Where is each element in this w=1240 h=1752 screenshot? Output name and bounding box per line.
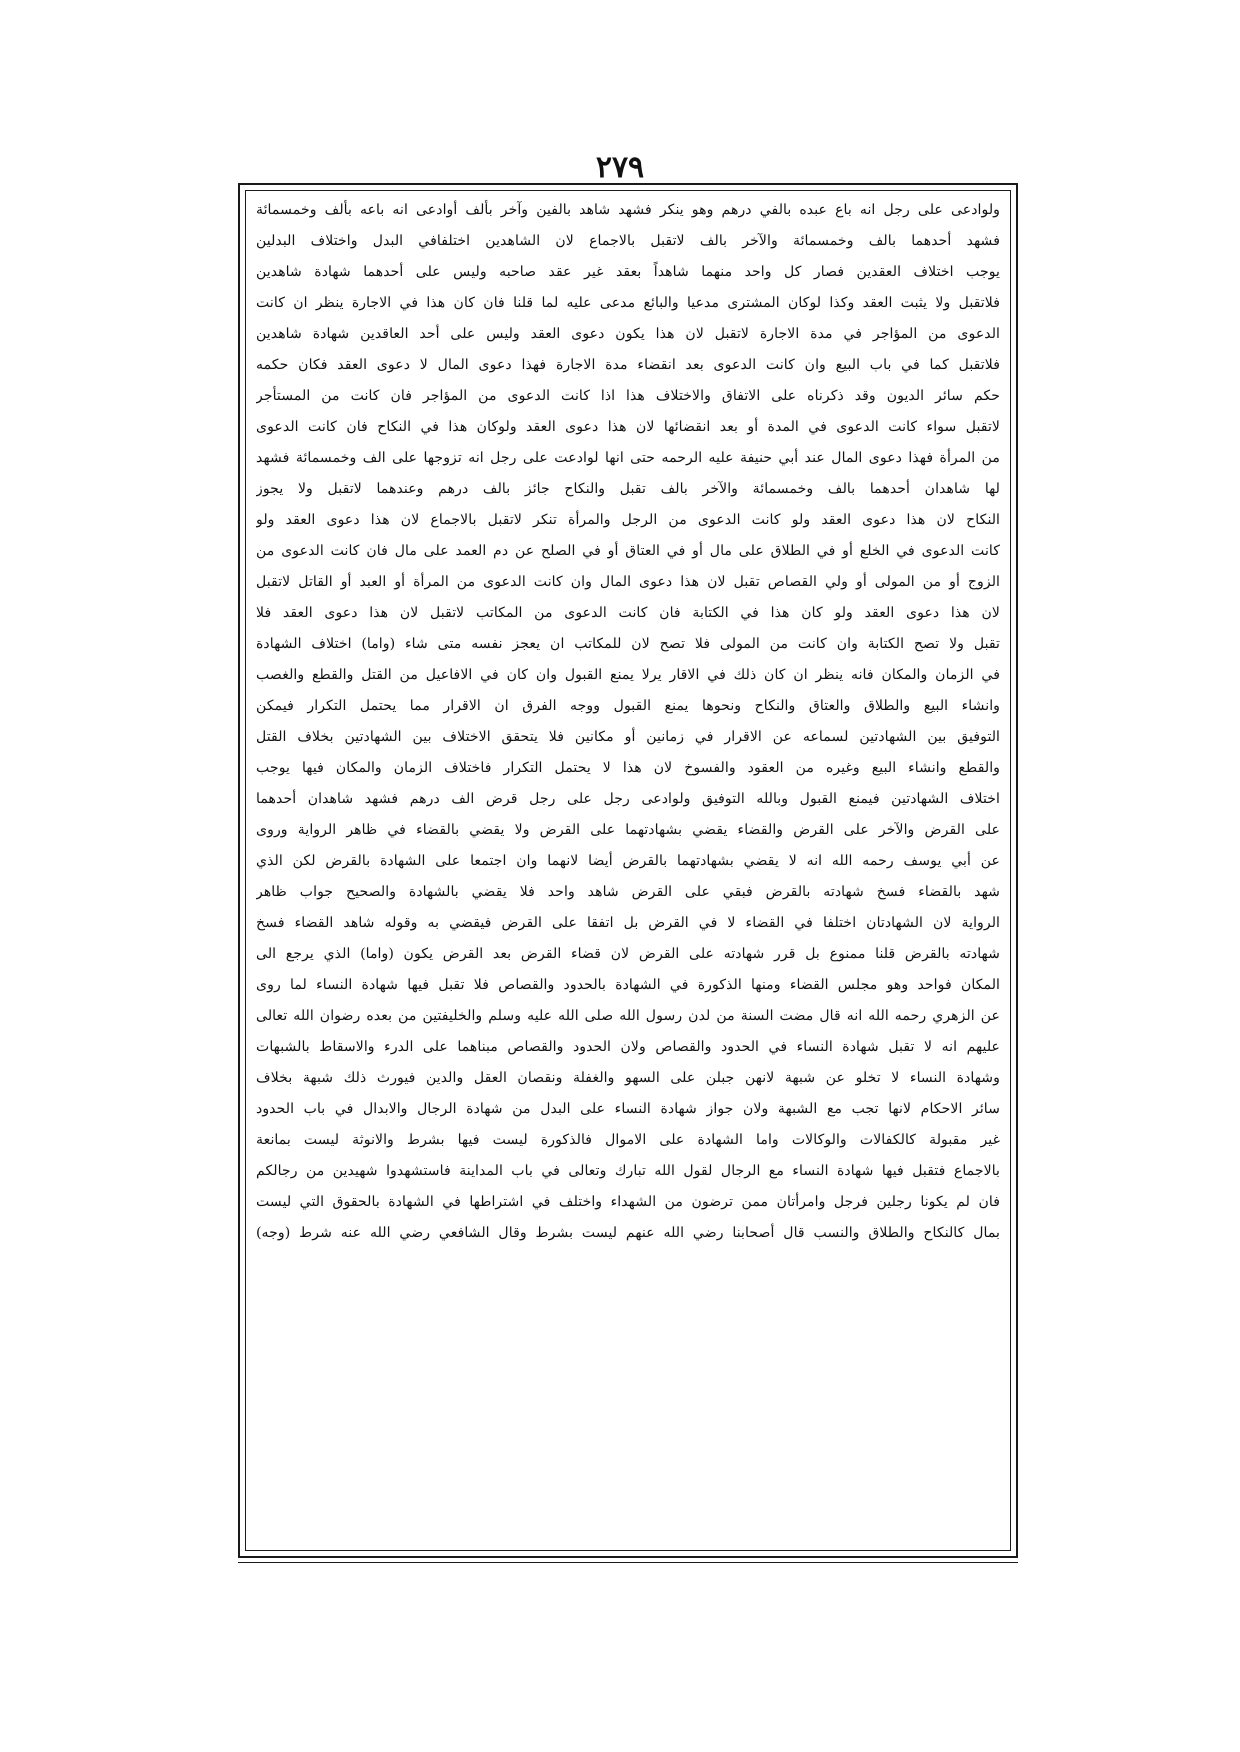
text-line: بمال كالنكاح والطلاق والنسب قال أصحابنا رضي الله عنهم ليست بشرط وقال الشافعي رضي الله عنه شرط (وجه): [256, 1225, 1000, 1241]
text-line: عن أبي يوسف رحمه الله انه لا يقضي بشهادتهما بالقرض أيضا لانهما وان اجتمعا على الشهادة بالقرض لكن الذي: [256, 853, 1000, 869]
text-line: الدعوى من المؤاجر في مدة الاجارة لاتقبل لان هذا يكون دعوى العقد وليس على أحد العاقدين شهادة شاهدين: [256, 326, 1000, 342]
text-line: فشهد أحدهما بالف وخمسمائة والآخر بالف لاتقبل بالاجماع لان الشاهدين اختلفافي البدل واختلاف البدلين: [256, 233, 1000, 249]
text-line: والقطع وانشاء البيع وغيره من العقود والفسوخ لان هذا لا يحتمل التكرار فاختلاف الزمان والمكان فيها يوجب: [256, 760, 1000, 776]
text-frame: [238, 183, 1018, 1558]
text-line: على القرض والآخر على القرض والقضاء يقضي بشهادتهما على القرض ولا يقضي بالقضاء في ظاهر الرواية وروى: [256, 822, 1000, 838]
text-line: غير مقبولة كالكفالات والوكالات واما الشهادة على الاموال فالذكورة ليست فيها بشرط والانوثة ليست بمانعة: [256, 1132, 1000, 1148]
text-line: اختلاف الشهادتين فيمنع القبول وبالله التوفيق ولوادعى رجل على رجل قرض الف درهم فشهد شاهدان أحدهما: [256, 791, 1000, 807]
text-line: يوجب اختلاف العقدين فصار كل واحد منهما شاهداً بعقد غير عقد صاحبه وليس على أحدهما شهادة شاهدين: [256, 264, 1000, 280]
text-line: من المرأة فهذا دعوى المال عند أبي حنيفة عليه الرحمه حتى انها لوادعت على رجل انه تزوجها على الف وخمسمائة فشهد: [256, 450, 1000, 466]
text-line: فلاتقبل كما في باب البيع وان كانت الدعوى بعد انقضاء مدة الاجارة فهذا دعوى المال لا دعوى العقد فكان حكمه: [256, 357, 1000, 373]
text-line: التوفيق بين الشهادتين لسماعه عن الاقرار في زمانين أو مكانين فلا يتحقق الاختلاف بين الشهادتين بخلاف القتل: [256, 729, 1000, 745]
text-line: النكاح لان هذا دعوى العقد ولو كانت الدعوى من الرجل والمرأة تنكر لاتقبل بالاجماع لان هذا دعوى العقد ولو: [256, 512, 1000, 528]
text-line: في الزمان والمكان فانه ينظر ان كان ذلك في الاقار يرلا يمنع القبول وان كان في الافاعيل من القتل والقطع والغصب: [256, 667, 1000, 683]
bottom-rule: [238, 1562, 1018, 1563]
text-line: الرواية لان الشهادتان اختلفا في القضاء لا في القرض بل اتفقا على القرض فيقضي به وقوله شاهد القضاء فسخ: [256, 915, 1000, 931]
text-line: حكم سائر الديون وقد ذكرناه على الاتفاق والاختلاف هذا اذا كانت الدعوى من المؤاجر فان كانت من المستأجر: [256, 388, 1000, 404]
text-body: [256, 195, 1000, 1546]
text-line: كانت الدعوى في الخلع أو في الطلاق على مال أو في العتاق أو في الصلح عن دم العمد على مال فان كانت الدعوى من: [256, 543, 1000, 559]
text-line: وانشاء البيع والطلاق والعتاق والنكاح ونحوها يمنع القبول ووجه الفرق ان الاقرار مما يحتمل التكرار فيمكن: [256, 698, 1000, 714]
text-line: شهادته بالقرض قلنا ممنوع بل قرر شهادته على القرض لان قضاء القرض بعد القرض يكون (واما) الذي يرجع الى: [256, 946, 1000, 962]
text-line: وشهادة النساء لا تخلو عن شبهة لانهن جبلن على السهو والغفلة ونقصان العقل والدين فيورث ذلك شبهة بخلاف: [256, 1070, 1000, 1086]
text-line: شهد بالقضاء فسخ شهادته بالقرض فبقي على القرض شاهد واحد فلا يقضي بالشهادة والصحيح جواب ظاهر: [256, 884, 1000, 900]
text-line: المكان فواحد وهو مجلس القضاء ومنها الذكورة في الشهادة بالحدود والقصاص فلا تقبل فيها شهادة النساء لما روى: [256, 977, 1000, 993]
text-line: لها شاهدان أحدهما بالف وخمسمائة والآخر بالف تقبل والنكاح جائز بالف درهم وعندهما لاتقبل ولا يجوز: [256, 481, 1000, 497]
text-line: فان لم يكونا رجلين فرجل وامرأتان ممن ترضون من الشهداء واختلف في اشتراطها في الشهادة بالحقوق التي ليست: [256, 1194, 1000, 1210]
text-line: ولوادعى على رجل انه باع عبده بالفي درهم وهو ينكر فشهد شاهد بالفين وآخر بألف أوادعى انه باعه بألف وخمسمائة: [256, 202, 1000, 218]
text-line: الزوج أو من المولى أو ولي القصاص تقبل لان هذا دعوى المال وان كانت الدعوى من المرأة أو العبد أو القاتل لاتقبل: [256, 574, 1000, 590]
text-line: لاتقبل سواء كانت الدعوى في المدة أو بعد انقضائها لان هذا دعوى العقد ولوكان هذا في النكاح فان كانت الدعوى: [256, 419, 1000, 435]
page-number: ٢٧٩: [595, 150, 645, 185]
text-line: تقبل ولا تصح الكتابة وان كانت من المولى فلا تصح لان للمكاتب ان يعجز نفسه متى شاء (واما) اختلاف الشهادة: [256, 636, 1000, 652]
text-line: سائر الاحكام لانها تجب مع الشبهة ولان جواز شهادة النساء على البدل من شهادة الرجال والابدال في باب الحدود: [256, 1101, 1000, 1117]
text-line: فلاتقبل ولا يثبت العقد وكذا لوكان المشترى مدعيا والبائع مدعى عليه لما قلنا فان كان هذا في الاجارة ينظر ان كانت: [256, 295, 1000, 311]
text-line: عليهم انه لا تقبل شهادة النساء في الحدود والقصاص ولان الحدود والقصاص مبناهما على الدرء والاسقاط بالشبهات: [256, 1039, 1000, 1055]
text-line: بالاجماع فتقبل فيها شهادة النساء مع الرجال لقول الله تبارك وتعالى في باب المداينة فاستشهدوا شهيدين من رجالكم: [256, 1163, 1000, 1179]
text-line: لان هذا دعوى العقد ولو كان هذا في الكتابة فان كانت الدعوى من المكاتب لاتقبل لان هذا دعوى العقد فلا: [256, 605, 1000, 621]
text-line: عن الزهري رحمه الله انه قال مضت السنة من لدن رسول الله صلى الله عليه وسلم والخليفتين من بعده رضوان الله تعالى: [256, 1008, 1000, 1024]
